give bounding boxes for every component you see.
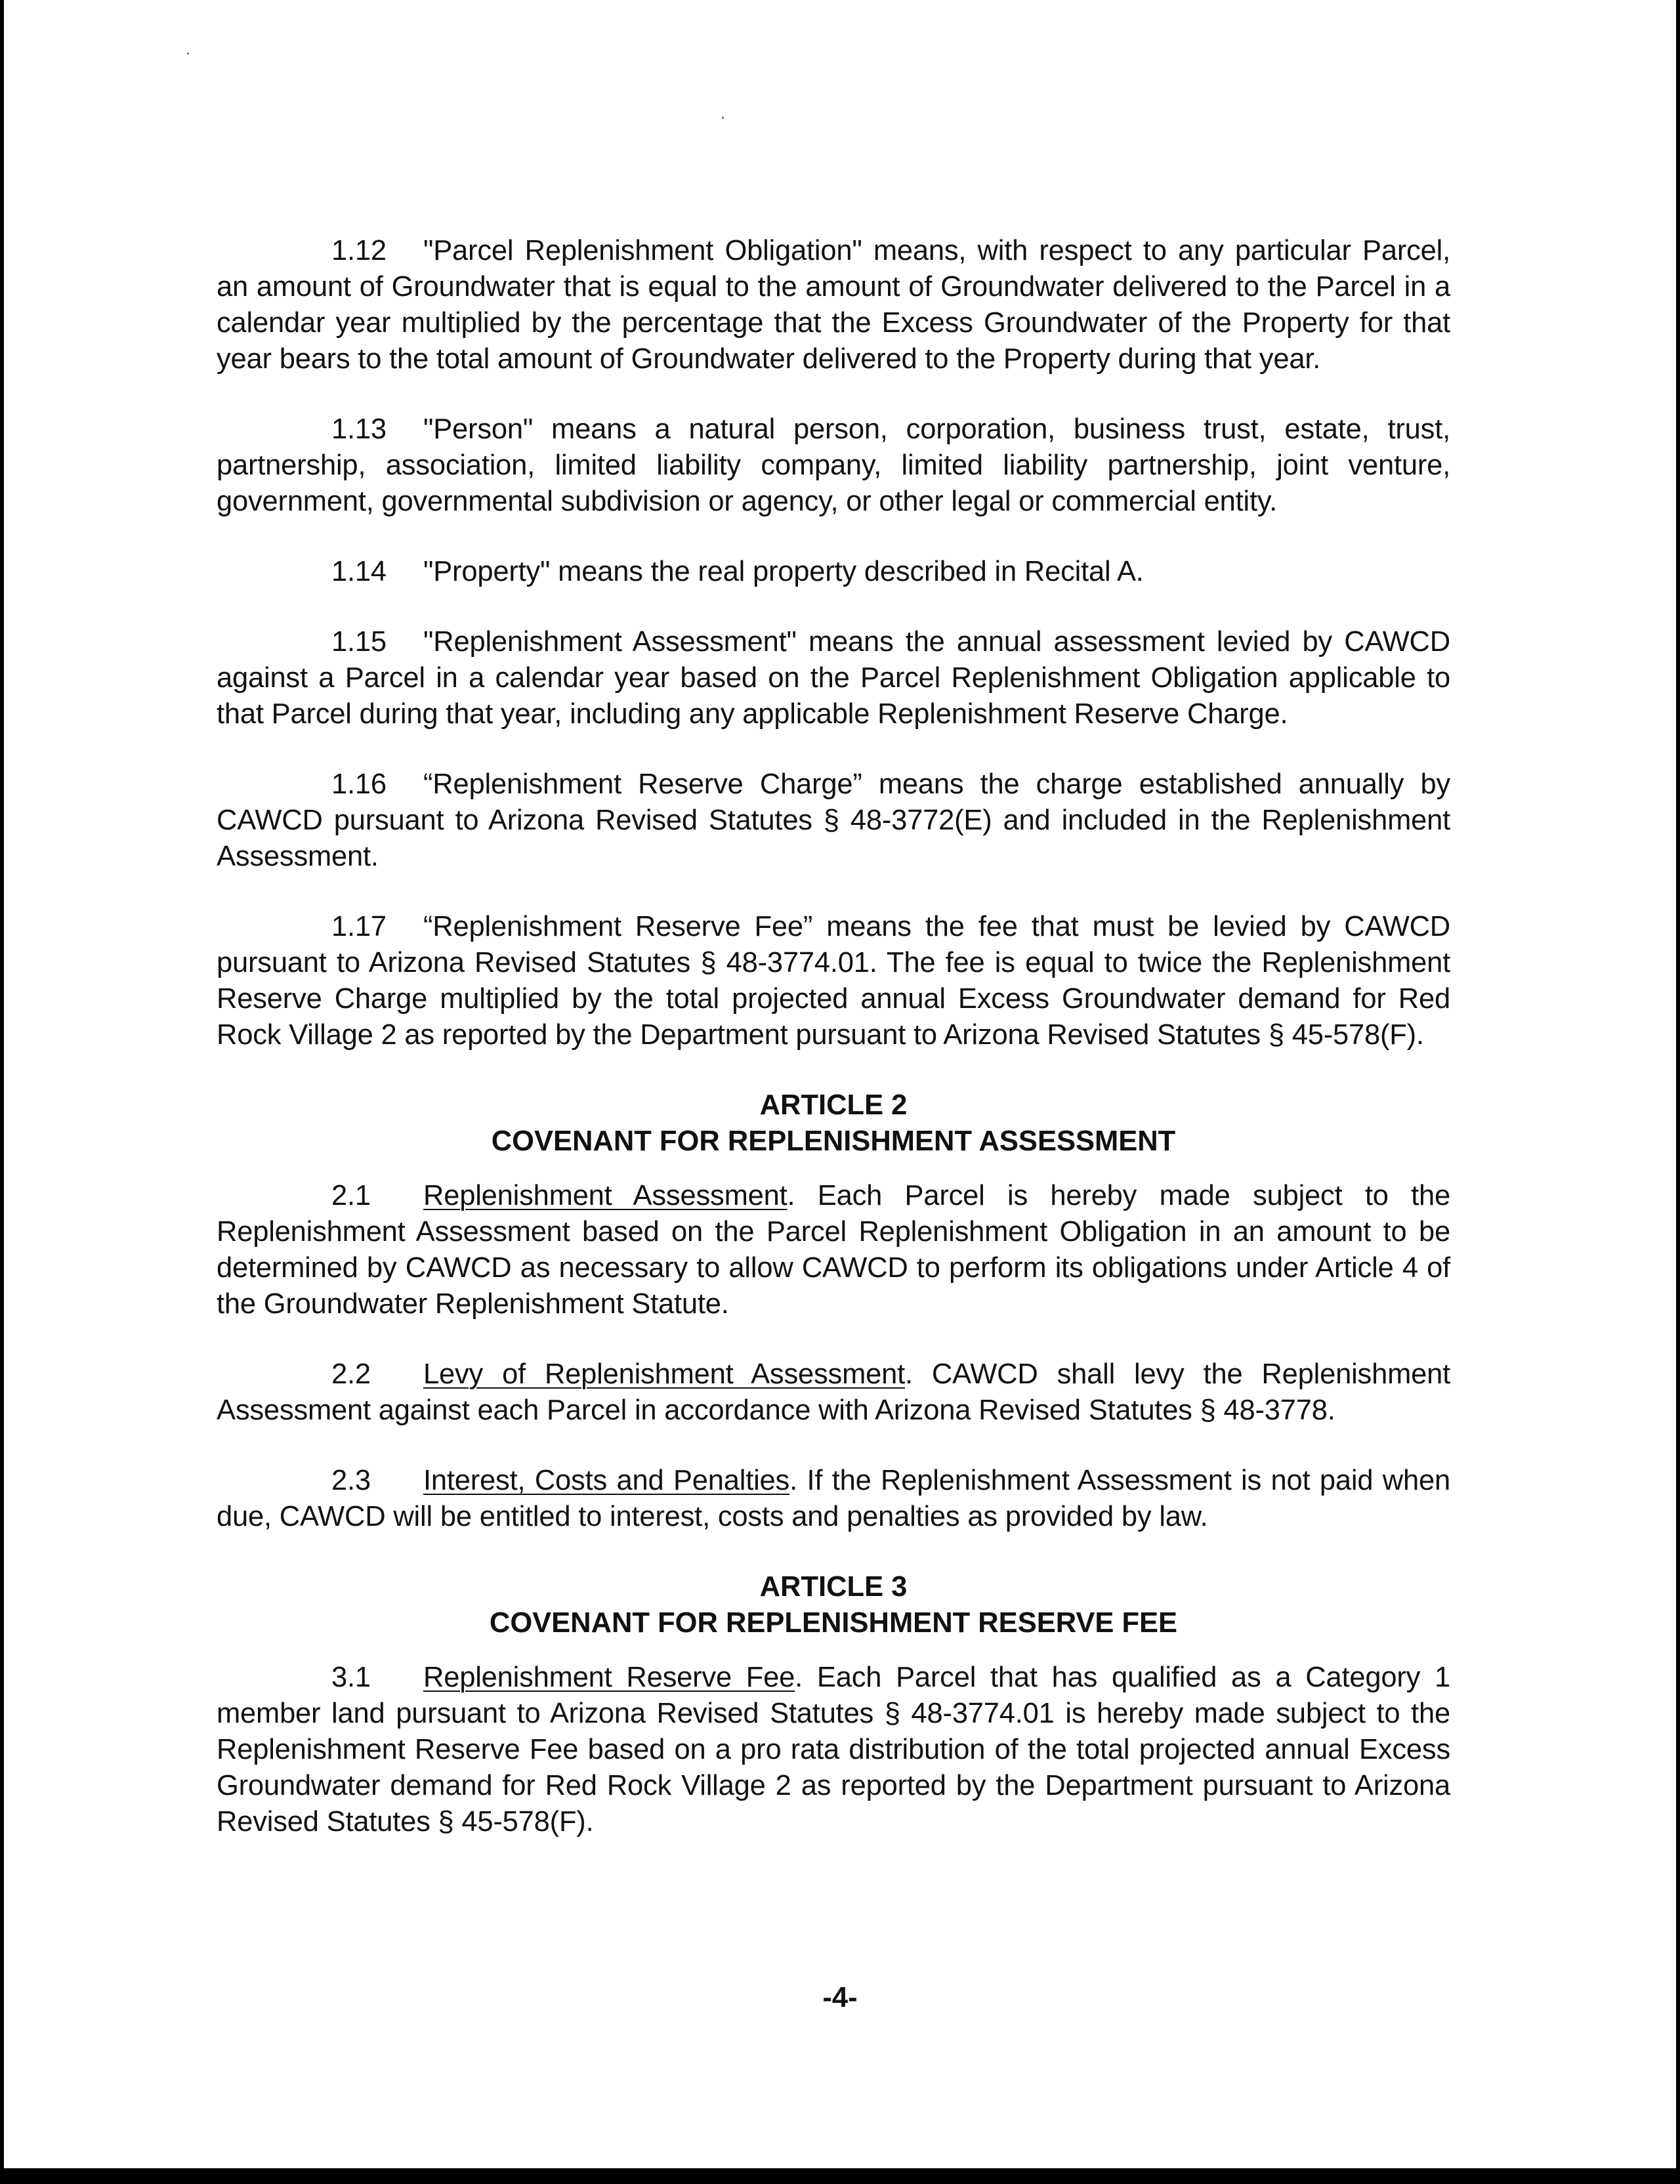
article-3-section-3-1 — [217, 1660, 1450, 1840]
section-number: 1.16 — [331, 768, 387, 800]
section-heading: Levy of Replenishment Assessment — [423, 1358, 906, 1390]
section-heading: Interest, Costs and Penalties — [423, 1465, 790, 1496]
section-text: “Replenishment Reserve Fee” means the fee that must be levied by CAWCD pursuant to Arizona Revised Statutes § 48-3774.01. The fee is equal to twice the Replenishment Reserve Charge multiplied by the total projected annual Excess Groundwater demand for Red Rock Village 2 as reported by the Department pursuant to Arizona Revised Statutes § 45-578(F). — [217, 911, 1450, 1051]
scan-border-left — [0, 0, 4, 2184]
section-text: “Replenishment Reserve Charge” means the charge established annually by CAWCD pursuant to Arizona Revised Statutes § 48-3772(E) and included in the Replenishment Assessment. — [217, 768, 1450, 872]
section-text: "Parcel Replenishment Obligation" means, with respect to any particular Parcel, an amount of Groundwater that is equal to the amount of Groundwater delivered to the Parcel in a calendar year multiplied by the percentage that the Excess Groundwater of the Property for that year bears to the total amount of Groundwater delivered to the Property during that year. — [217, 235, 1450, 375]
section-number: 1.15 — [331, 626, 387, 658]
section-text: . Each Parcel is hereby made subject to the Replenishment Assessment based on the Parcel Replenishment Obligation in an amount to be determined by CAWCD as necessary to allow CAWCD to perform its obligations under Article 4 of the Groundwater Replenishment Statute. — [217, 1180, 1450, 1320]
scan-border-bottom — [0, 2168, 1680, 2184]
section-number: 1.17 — [331, 911, 387, 942]
section-heading: Replenishment Reserve Fee — [423, 1662, 795, 1693]
section-text: "Replenishment Assessment" means the annual assessment levied by CAWCD against a Parcel in a calendar year based on the Parcel Replenishment Obligation applicable to that Parcel during that year, including any applicable Replenishment Reserve Charge. — [217, 626, 1450, 730]
section-number: 1.13 — [331, 413, 387, 445]
article-2-heading — [217, 1087, 1450, 1160]
scan-speck — [722, 117, 724, 119]
page-number: -4- — [822, 1982, 858, 2013]
article-2-section-2-2 — [217, 1356, 1450, 1429]
article-title: COVENANT FOR REPLENISHMENT RESERVE FEE — [489, 1607, 1178, 1639]
section-text: . If the Replenishment Assessment is not paid when due, CAWCD will be entitled to interest, costs and penalties as provided by law. — [217, 1465, 1450, 1532]
definition-1-14 — [217, 554, 1450, 590]
document-page — [217, 233, 1450, 1874]
section-text: "Person" means a natural person, corporation, business trust, estate, trust, partnership, association, limited liability company, limited liability partnership, joint venture, government, governmental subdivision or agency, or other legal or commercial entity. — [217, 413, 1450, 517]
article-3-heading — [217, 1569, 1450, 1641]
article-title: COVENANT FOR REPLENISHMENT ASSESSMENT — [491, 1125, 1176, 1157]
section-number: 1.14 — [331, 556, 387, 587]
section-text: . CAWCD shall levy the Replenishment Assessment against each Parcel in accordance with Arizona Revised Statutes § 48-3778. — [217, 1358, 1450, 1426]
definition-1-15 — [217, 624, 1450, 732]
scan-speck — [187, 52, 189, 54]
article-2-section-2-1 — [217, 1178, 1450, 1322]
section-number: 2.1 — [331, 1180, 371, 1211]
scan-border-right — [1676, 0, 1680, 2184]
section-number: 3.1 — [331, 1662, 371, 1693]
definition-1-12 — [217, 233, 1450, 377]
section-number: 2.2 — [331, 1358, 371, 1390]
article-label: ARTICLE 3 — [759, 1571, 908, 1603]
definition-1-16 — [217, 766, 1450, 875]
section-number: 2.3 — [331, 1465, 371, 1496]
section-number: 1.12 — [331, 235, 387, 266]
definition-1-17 — [217, 909, 1450, 1053]
article-label: ARTICLE 2 — [759, 1089, 908, 1121]
definition-1-13 — [217, 411, 1450, 520]
article-2-section-2-3 — [217, 1463, 1450, 1535]
section-text: "Property" means the real property described in Recital A. — [423, 556, 1144, 587]
section-heading: Replenishment Assessment — [423, 1180, 788, 1211]
section-text: . Each Parcel that has qualified as a Category 1 member land pursuant to Arizona Revised Statutes § 48-3774.01 is hereby made subject to the Replenishment Reserve Fee based on a pro rata distribution of the total projected annual Excess Groundwater demand for Red Rock Village 2 as reported by the Department pursuant to Arizona Revised Statutes § 45-578(F). — [217, 1662, 1450, 1838]
